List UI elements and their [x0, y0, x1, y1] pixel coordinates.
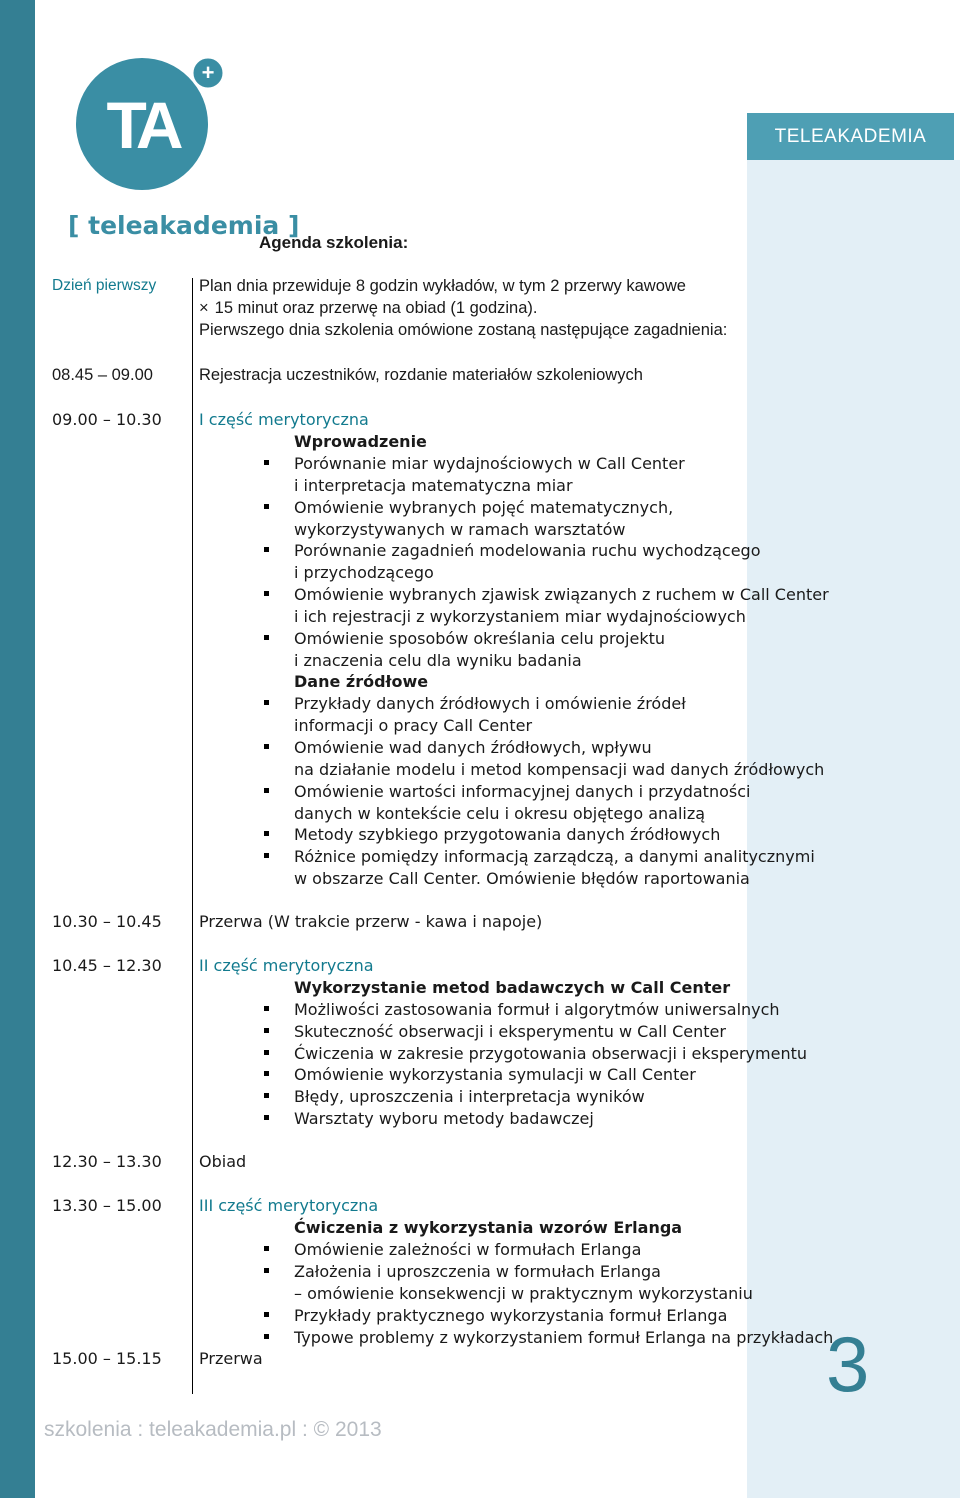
bullet-icon — [264, 1334, 269, 1339]
part1-heading-intro: Wprowadzenie — [294, 432, 427, 451]
part3-item: Omówienie zależności w formułach Erlanga — [294, 1240, 642, 1259]
bullet-icon — [264, 853, 269, 858]
bullet-icon — [264, 1093, 269, 1098]
footer-text: szkolenia : teleakademia.pl : © 2013 — [44, 1418, 382, 1441]
part1-item: Porównanie miar wydajnościowych w Call Center — [294, 454, 685, 473]
logo-wordmark: [ teleakademia ] — [68, 211, 300, 240]
left-accent-bar — [0, 0, 35, 1498]
day-label: Dzień pierwszy — [52, 277, 157, 294]
intro-line-3: Pierwszego dnia szkolenia omówione zostaną następujące zagadnienia: — [199, 321, 728, 339]
intro-line-1: Plan dnia przewiduje 8 godzin wykładów, w tym 2 przerwy kawowe — [199, 277, 686, 295]
part1-item: Omówienie sposobów określania celu projektu — [294, 629, 666, 648]
part3-title: III część merytoryczna — [199, 1196, 379, 1215]
part1-item: Omówienie wybranych pojęć matematycznych, — [294, 498, 674, 517]
part1-item-cont: i znaczenia celu dla wyniku badania — [294, 651, 582, 670]
part1-item-cont: na działanie modelu i metod kompensacji wad danych źródłowych — [294, 760, 825, 779]
bullet-icon — [264, 460, 269, 465]
part2-item: Błędy, uproszczenia i interpretacja wyników — [294, 1087, 645, 1106]
part1-item: Porównanie zagadnień modelowania ruchu wychodzącego — [294, 541, 761, 560]
part1-item-cont: informacji o pracy Call Center — [294, 716, 533, 735]
bullet-icon — [264, 831, 269, 836]
page-number: 3 — [826, 1320, 870, 1408]
part2-item: Skuteczność obserwacji i eksperymentu w Call Center — [294, 1022, 726, 1041]
bullet-icon — [264, 744, 269, 749]
bullet-icon — [264, 788, 269, 793]
part1-item: Różnice pomiędzy informacją zarządczą, a danymi analitycznymi — [294, 847, 815, 866]
break2-text: Przerwa — [199, 1349, 263, 1368]
part1-item-cont: w obszarze Call Center. Omówienie błędów raportowania — [294, 869, 750, 888]
bullet-icon — [264, 700, 269, 705]
bullet-icon — [264, 1028, 269, 1033]
part1-item-cont: wykorzystywanych w ramach warsztatów — [294, 520, 626, 539]
bullet-icon — [264, 1006, 269, 1011]
part1-item: Metody szybkiego przygotowania danych źródłowych — [294, 825, 721, 844]
bullet-icon — [264, 547, 269, 552]
part3-heading: Ćwiczenia z wykorzystania wzorów Erlanga — [294, 1218, 683, 1237]
part1-item: Omówienie wad danych źródłowych, wpływu — [294, 738, 652, 757]
part1-item: Przykłady danych źródłowych i omówienie źródeł — [294, 694, 686, 713]
registration-text: Rejestracja uczestników, rozdanie materiałów szkoleniowych — [199, 366, 643, 384]
part2-item: Ćwiczenia w zakresie przygotowania obserwacji i eksperymentu — [294, 1044, 807, 1063]
brand-label: TELEAKADEMIA — [747, 113, 954, 160]
bullet-icon — [264, 1071, 269, 1076]
intro-line-2: × 15 minut oraz przerwę na obiad (1 godzina). — [199, 299, 538, 317]
column-divider — [192, 278, 193, 1394]
right-side-strip — [747, 160, 960, 1498]
part1-item-cont: danych w kontekście celu i okresu objętego analizą — [294, 804, 706, 823]
part2-item: Możliwości zastosowania formuł i algorytmów uniwersalnych — [294, 1000, 780, 1019]
bullet-icon — [264, 1050, 269, 1055]
part1-time: 09.00 – 10.30 — [52, 410, 162, 429]
part2-title: II część merytoryczna — [199, 956, 374, 975]
part1-item-cont: i przychodzącego — [294, 563, 434, 582]
bullet-icon — [264, 591, 269, 596]
bullet-icon — [264, 1246, 269, 1251]
part3-item: Typowe problemy z wykorzystaniem formuł Erlanga na przykładach — [294, 1328, 834, 1347]
part2-item: Warsztaty wyboru metody badawczej — [294, 1109, 594, 1128]
part2-time: 10.45 – 12.30 — [52, 956, 162, 975]
break1-text: Przerwa (W trakcie przerw - kawa i napoje) — [199, 912, 543, 931]
lunch-text: Obiad — [199, 1152, 247, 1171]
part1-item-cont: i ich rejestracji z wykorzystaniem miar wydajnościowych — [294, 607, 746, 626]
part3-item: Założenia i uproszczenia w formułach Erlanga — [294, 1262, 661, 1281]
part3-time: 13.30 – 15.00 — [52, 1196, 162, 1215]
registration-time: 08.45 – 09.00 — [52, 366, 153, 384]
break2-time: 15.00 – 15.15 — [52, 1349, 162, 1368]
part1-title: I część merytoryczna — [199, 410, 369, 429]
logo-letters: TA — [106, 88, 178, 162]
part2-heading: Wykorzystanie metod badawczych w Call Center — [294, 978, 731, 997]
lunch-time: 12.30 – 13.30 — [52, 1152, 162, 1171]
part1-item: Omówienie wybranych zjawisk związanych z ruchem w Call Center — [294, 585, 829, 604]
part3-item-cont: – omówienie konsekwencji w praktycznym wykorzystaniu — [294, 1284, 753, 1303]
part2-item: Omówienie wykorzystania symulacji w Call Center — [294, 1065, 696, 1084]
bullet-icon — [264, 1268, 269, 1273]
part1-item-cont: i interpretacja matematyczna miar — [294, 476, 573, 495]
part1-heading-data: Dane źródłowe — [294, 672, 429, 691]
multiply-icon: × — [199, 299, 209, 317]
logo-plus: + — [201, 60, 215, 85]
part3-item: Przykłady praktycznego wykorzystania formuł Erlanga — [294, 1306, 728, 1325]
bullet-icon — [264, 1312, 269, 1317]
teleakademia-logo — [60, 56, 300, 246]
agenda-title: Agenda szkolenia: — [259, 233, 409, 252]
bullet-icon — [264, 635, 269, 640]
part1-item: Omówienie wartości informacyjnej danych i przydatności — [294, 782, 751, 801]
bullet-icon — [264, 504, 269, 509]
bullet-icon — [264, 1115, 269, 1120]
break1-time: 10.30 – 10.45 — [52, 912, 162, 931]
